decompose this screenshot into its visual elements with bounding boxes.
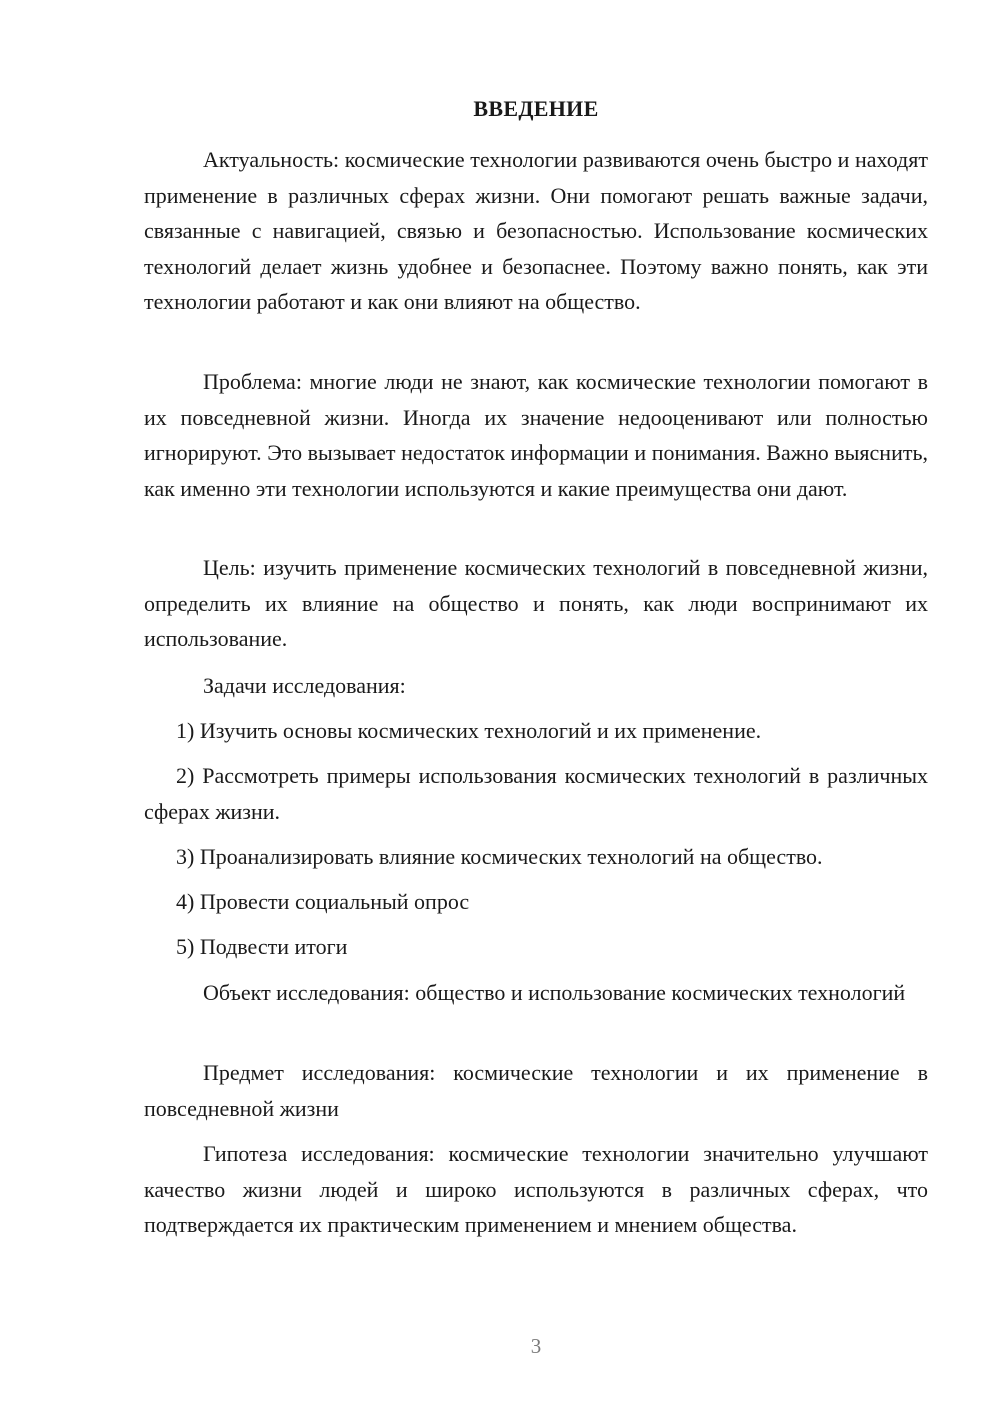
subject-paragraph: Предмет исследования: космические технологии и их применение в повседневной жизни [144,1060,928,1121]
tasks-title: Задачи исследования: [203,673,406,698]
section-heading: ВВЕДЕНИЕ [473,96,599,121]
task-item-2: 2) Рассмотреть примеры использования космических технологий в различных сферах жизни. [144,763,928,824]
document-page [144,0,928,1414]
task-item-4: 4) Провести социальный опрос [176,889,470,914]
problem-paragraph: Проблема: многие люди не знают, как космические технологии помогают в их повседневной жизни. Иногда их значение недооценивают или полностью игнорируют. Это вызывает недостаток информации и понимания. Важно выяснить, как именно эти технологии используются и какие преимущества они дают. [144,369,928,501]
task-item-1: 1) Изучить основы космических технологий и их применение. [176,718,762,743]
task-item-3: 3) Проанализировать влияние космических технологий на общество. [176,844,823,869]
object-paragraph: Объект исследования: общество и использование космических технологий [203,980,906,1005]
goal-paragraph: Цель: изучить применение космических технологий в повседневной жизни, определить их влияние на общество и понять, как люди воспринимают их использование. [144,555,928,651]
hypothesis-paragraph: Гипотеза исследования: космические технологии значительно улучшают качество жизни людей и широко используются в различных сферах, что подтверждается их практическим применением и мнением общества. [144,1141,928,1237]
task-item-5: 5) Подвести итоги [176,934,348,959]
page-number: 3 [530,1334,542,1358]
relevance-paragraph: Актуальность: космические технологии развиваются очень быстро и находят применение в различных сферах жизни. Они помогают решать важные задачи, связанные с навигацией, связью и безопасностью. Использование космических технологий делает жизнь удобнее и безопаснее. Поэтому важно понять, как эти технологии работают и как они влияют на общество. [144,147,928,314]
